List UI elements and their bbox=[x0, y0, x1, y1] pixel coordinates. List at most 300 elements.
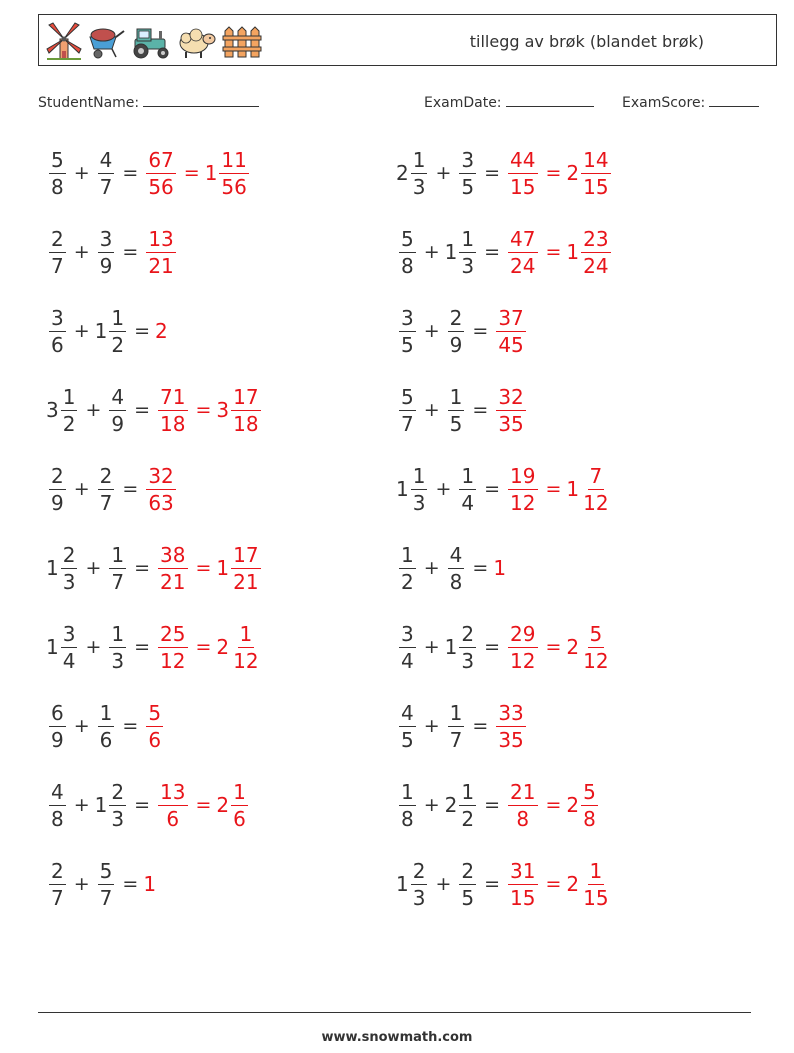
operand bbox=[46, 226, 69, 278]
answer bbox=[155, 542, 264, 594]
fraction bbox=[98, 463, 115, 515]
plus-sign: + bbox=[435, 162, 452, 184]
denominator: 8 bbox=[51, 806, 64, 831]
numerator: 1 bbox=[401, 779, 414, 804]
whole-number: 1 bbox=[444, 635, 458, 659]
operand bbox=[396, 226, 419, 278]
denominator: 12 bbox=[583, 648, 609, 673]
denominator: 5 bbox=[461, 174, 475, 199]
denominator: 8 bbox=[449, 569, 463, 594]
problem-3 bbox=[46, 303, 167, 359]
plus-sign: + bbox=[423, 241, 440, 263]
plus-sign: + bbox=[423, 399, 440, 421]
problem-1 bbox=[46, 145, 252, 201]
operand bbox=[94, 305, 129, 357]
numerator: 31 bbox=[510, 858, 536, 883]
fraction bbox=[581, 226, 610, 278]
whole-number: 1 bbox=[566, 477, 580, 501]
denominator: 63 bbox=[148, 490, 174, 515]
numerator: 3 bbox=[99, 226, 113, 251]
answer bbox=[505, 779, 601, 831]
answer-term bbox=[216, 621, 263, 673]
equals-sign: = bbox=[195, 399, 212, 421]
answer bbox=[505, 621, 614, 673]
fraction bbox=[146, 147, 175, 199]
problem-8 bbox=[46, 698, 166, 754]
denominator: 4 bbox=[461, 490, 475, 515]
whole-number: 1 bbox=[493, 556, 507, 580]
equals-sign: = bbox=[484, 478, 501, 500]
denominator: 2 bbox=[461, 806, 475, 831]
operand bbox=[396, 858, 430, 910]
operand bbox=[46, 621, 80, 673]
fraction bbox=[581, 621, 610, 673]
fraction bbox=[61, 542, 78, 594]
denominator: 5 bbox=[449, 411, 463, 436]
answer bbox=[493, 556, 505, 580]
numerator: 7 bbox=[589, 463, 603, 488]
numerator: 1 bbox=[62, 384, 76, 409]
exam-score-blank[interactable] bbox=[709, 92, 759, 107]
plus-sign: + bbox=[85, 636, 102, 658]
numerator: 5 bbox=[99, 858, 113, 883]
operand bbox=[456, 147, 479, 199]
answer bbox=[505, 147, 614, 199]
plus-sign: + bbox=[85, 557, 102, 579]
fraction bbox=[61, 621, 78, 673]
fraction bbox=[158, 779, 187, 831]
operand bbox=[95, 700, 118, 752]
denominator: 9 bbox=[111, 411, 125, 436]
exam-date-field[interactable] bbox=[424, 92, 594, 111]
fence-icon bbox=[221, 21, 263, 61]
answer bbox=[143, 463, 178, 515]
denominator: 5 bbox=[401, 727, 414, 752]
equals-sign: = bbox=[134, 557, 151, 579]
numerator: 5 bbox=[51, 147, 64, 172]
numerator: 32 bbox=[148, 463, 174, 488]
fraction bbox=[158, 384, 187, 436]
answer-term bbox=[216, 779, 250, 831]
answer-term bbox=[566, 463, 613, 515]
answer-term bbox=[493, 700, 528, 752]
answer-term bbox=[155, 384, 190, 436]
sheet-title: tillegg av brøk (blandet brøk) bbox=[469, 32, 704, 51]
fraction bbox=[448, 305, 465, 357]
numerator: 2 bbox=[99, 463, 113, 488]
denominator: 7 bbox=[401, 411, 414, 436]
denominator: 7 bbox=[51, 253, 64, 278]
numerator: 3 bbox=[401, 305, 414, 330]
numerator: 33 bbox=[498, 700, 524, 725]
plus-sign: + bbox=[423, 794, 440, 816]
answer bbox=[155, 621, 264, 673]
denominator: 8 bbox=[583, 806, 596, 831]
fraction bbox=[459, 226, 476, 278]
fraction bbox=[146, 226, 175, 278]
answer bbox=[505, 226, 614, 278]
plus-sign: + bbox=[423, 320, 440, 342]
problem-13 bbox=[396, 303, 529, 359]
problem-20 bbox=[396, 856, 614, 912]
whole-number: 2 bbox=[216, 635, 230, 659]
equals-sign: = bbox=[472, 399, 489, 421]
equals-sign: = bbox=[122, 715, 139, 737]
answer bbox=[493, 305, 528, 357]
whole-number: 1 bbox=[143, 872, 157, 896]
answer bbox=[143, 700, 166, 752]
answer-term bbox=[143, 872, 155, 896]
whole-number: 1 bbox=[46, 556, 59, 580]
whole-number: 1 bbox=[94, 319, 108, 343]
denominator: 2 bbox=[111, 332, 125, 357]
fraction bbox=[98, 858, 115, 910]
numerator: 1 bbox=[589, 858, 603, 883]
denominator: 12 bbox=[510, 490, 536, 515]
numerator: 5 bbox=[148, 700, 162, 725]
problem-17 bbox=[396, 619, 614, 675]
equals-sign: = bbox=[472, 715, 489, 737]
numerator: 19 bbox=[510, 463, 536, 488]
denominator: 24 bbox=[583, 253, 609, 278]
operand bbox=[396, 700, 419, 752]
denominator: 12 bbox=[583, 490, 609, 515]
fraction bbox=[399, 700, 416, 752]
fraction bbox=[49, 305, 66, 357]
numerator: 1 bbox=[99, 700, 113, 725]
numerator: 2 bbox=[111, 779, 125, 804]
numerator: 5 bbox=[401, 226, 414, 251]
denominator: 56 bbox=[148, 174, 174, 199]
numerator: 37 bbox=[498, 305, 524, 330]
numerator: 67 bbox=[148, 147, 174, 172]
denominator: 18 bbox=[160, 411, 186, 436]
fraction bbox=[98, 147, 115, 199]
whole-number: 1 bbox=[46, 635, 59, 659]
equals-sign: = bbox=[484, 162, 501, 184]
equals-sign: = bbox=[545, 794, 562, 816]
denominator: 9 bbox=[51, 490, 64, 515]
fraction bbox=[411, 147, 428, 199]
operand bbox=[396, 384, 419, 436]
denominator: 15 bbox=[583, 885, 609, 910]
problem-19 bbox=[396, 777, 601, 833]
fraction bbox=[49, 858, 66, 910]
answer-term bbox=[143, 147, 178, 199]
numerator: 29 bbox=[510, 621, 536, 646]
fraction bbox=[496, 700, 525, 752]
denominator: 3 bbox=[461, 648, 475, 673]
windmill-icon bbox=[45, 21, 83, 61]
denominator: 15 bbox=[510, 174, 536, 199]
plus-sign: + bbox=[73, 715, 90, 737]
answer bbox=[143, 226, 178, 278]
operand bbox=[445, 305, 468, 357]
answer-term bbox=[566, 621, 613, 673]
denominator: 8 bbox=[516, 806, 530, 831]
answer-term bbox=[493, 305, 528, 357]
header-box bbox=[38, 14, 777, 66]
answer-term bbox=[505, 147, 540, 199]
equals-sign: = bbox=[122, 162, 139, 184]
operand bbox=[445, 700, 468, 752]
operand bbox=[396, 621, 419, 673]
equals-sign: = bbox=[134, 320, 151, 342]
numerator: 2 bbox=[62, 542, 76, 567]
denominator: 56 bbox=[221, 174, 247, 199]
student-name-field[interactable] bbox=[38, 92, 259, 111]
numerator: 32 bbox=[498, 384, 524, 409]
equals-sign: = bbox=[122, 241, 139, 263]
operand bbox=[106, 384, 129, 436]
answer-term bbox=[216, 384, 263, 436]
numerator: 4 bbox=[111, 384, 125, 409]
answer-term bbox=[204, 147, 252, 199]
whole-number: 2 bbox=[566, 793, 580, 817]
numerator: 1 bbox=[412, 463, 426, 488]
fraction bbox=[49, 463, 66, 515]
whole-number: 1 bbox=[396, 477, 409, 501]
fraction bbox=[61, 384, 78, 436]
equals-sign: = bbox=[484, 241, 501, 263]
exam-score-label: ExamScore: bbox=[622, 95, 706, 111]
denominator: 8 bbox=[401, 806, 414, 831]
operand bbox=[46, 700, 69, 752]
whole-number: 1 bbox=[216, 556, 230, 580]
denominator: 4 bbox=[401, 648, 414, 673]
answer-term bbox=[566, 858, 613, 910]
fraction bbox=[448, 700, 465, 752]
sheep-icon bbox=[176, 21, 218, 61]
plus-sign: + bbox=[435, 873, 452, 895]
fraction bbox=[459, 779, 476, 831]
operand bbox=[95, 147, 118, 199]
operand bbox=[95, 226, 118, 278]
operand bbox=[46, 463, 69, 515]
operand bbox=[46, 779, 69, 831]
footer-url: www.snowmath.com bbox=[321, 1030, 473, 1045]
fraction bbox=[581, 858, 610, 910]
problem-6 bbox=[46, 540, 264, 596]
denominator: 3 bbox=[461, 253, 475, 278]
equals-sign: = bbox=[545, 636, 562, 658]
denominator: 9 bbox=[99, 253, 113, 278]
operand bbox=[46, 858, 69, 910]
numerator: 2 bbox=[51, 463, 64, 488]
problem-15 bbox=[396, 461, 614, 517]
problem-7 bbox=[46, 619, 264, 675]
problem-10 bbox=[46, 856, 155, 912]
fraction bbox=[231, 384, 260, 436]
fraction bbox=[158, 542, 187, 594]
denominator: 6 bbox=[233, 806, 246, 831]
fraction bbox=[399, 621, 416, 673]
numerator: 1 bbox=[111, 542, 125, 567]
numerator: 17 bbox=[233, 542, 259, 567]
operand bbox=[456, 858, 479, 910]
fraction bbox=[448, 542, 465, 594]
numerator: 1 bbox=[461, 779, 475, 804]
denominator: 12 bbox=[510, 648, 536, 673]
numerator: 2 bbox=[461, 858, 475, 883]
answer bbox=[155, 319, 167, 343]
operand bbox=[456, 463, 479, 515]
problem-18 bbox=[396, 698, 529, 754]
equals-sign: = bbox=[122, 478, 139, 500]
fraction bbox=[399, 305, 416, 357]
numerator: 2 bbox=[412, 858, 426, 883]
fraction bbox=[496, 305, 525, 357]
header-icons bbox=[45, 21, 263, 61]
operand bbox=[46, 147, 69, 199]
equals-sign: = bbox=[484, 636, 501, 658]
equals-sign: = bbox=[195, 794, 212, 816]
plus-sign: + bbox=[423, 557, 440, 579]
equals-sign: = bbox=[122, 873, 139, 895]
denominator: 35 bbox=[498, 411, 524, 436]
fraction bbox=[49, 147, 66, 199]
denominator: 4 bbox=[62, 648, 76, 673]
fraction bbox=[49, 226, 66, 278]
whole-number: 2 bbox=[444, 793, 458, 817]
fraction bbox=[109, 779, 126, 831]
equals-sign: = bbox=[134, 399, 151, 421]
fraction bbox=[109, 384, 126, 436]
problem-12 bbox=[396, 224, 614, 280]
whole-number: 1 bbox=[204, 161, 218, 185]
plus-sign: + bbox=[423, 715, 440, 737]
numerator: 11 bbox=[221, 147, 247, 172]
numerator: 1 bbox=[412, 147, 426, 172]
denominator: 21 bbox=[233, 569, 259, 594]
numerator: 1 bbox=[401, 542, 414, 567]
equals-sign: = bbox=[183, 162, 200, 184]
equals-sign: = bbox=[134, 794, 151, 816]
numerator: 3 bbox=[461, 147, 475, 172]
whole-number: 2 bbox=[396, 161, 409, 185]
denominator: 9 bbox=[51, 727, 64, 752]
numerator: 2 bbox=[449, 305, 463, 330]
numerator: 2 bbox=[461, 621, 475, 646]
fraction bbox=[459, 147, 476, 199]
denominator: 8 bbox=[401, 253, 414, 278]
denominator: 3 bbox=[412, 490, 426, 515]
problem-14 bbox=[396, 382, 529, 438]
fraction bbox=[146, 700, 163, 752]
whole-number: 3 bbox=[46, 398, 59, 422]
answer-term bbox=[566, 147, 613, 199]
equals-sign: = bbox=[545, 162, 562, 184]
numerator: 14 bbox=[583, 147, 609, 172]
numerator: 1 bbox=[461, 226, 475, 251]
denominator: 12 bbox=[233, 648, 259, 673]
plus-sign: + bbox=[85, 399, 102, 421]
plus-sign: + bbox=[73, 162, 90, 184]
numerator: 2 bbox=[51, 858, 64, 883]
fraction bbox=[231, 621, 260, 673]
plus-sign: + bbox=[73, 478, 90, 500]
problem-16 bbox=[396, 540, 505, 596]
denominator: 45 bbox=[498, 332, 524, 357]
whole-number: 1 bbox=[444, 240, 458, 264]
fraction bbox=[581, 147, 610, 199]
denominator: 18 bbox=[233, 411, 259, 436]
denominator: 7 bbox=[99, 885, 113, 910]
fraction bbox=[496, 384, 525, 436]
answer-term bbox=[155, 621, 190, 673]
whole-number: 1 bbox=[94, 793, 108, 817]
fraction bbox=[411, 463, 428, 515]
numerator: 1 bbox=[449, 700, 463, 725]
operand bbox=[95, 463, 118, 515]
operand bbox=[46, 305, 69, 357]
fraction bbox=[508, 147, 537, 199]
fraction bbox=[581, 779, 598, 831]
operand bbox=[106, 621, 129, 673]
equals-sign: = bbox=[545, 873, 562, 895]
numerator: 1 bbox=[111, 305, 125, 330]
denominator: 3 bbox=[111, 806, 125, 831]
answer bbox=[505, 463, 614, 515]
answer-term bbox=[566, 779, 600, 831]
fraction bbox=[98, 700, 115, 752]
footer-divider bbox=[38, 1012, 751, 1013]
fraction bbox=[459, 463, 476, 515]
fraction bbox=[49, 779, 66, 831]
fraction bbox=[508, 779, 537, 831]
numerator: 25 bbox=[160, 621, 186, 646]
numerator: 1 bbox=[461, 463, 475, 488]
numerator: 4 bbox=[401, 700, 414, 725]
exam-score-field[interactable] bbox=[622, 92, 759, 111]
equals-sign: = bbox=[484, 873, 501, 895]
exam-date-label: ExamDate: bbox=[424, 95, 502, 111]
equals-sign: = bbox=[484, 794, 501, 816]
whole-number: 2 bbox=[566, 161, 580, 185]
equals-sign: = bbox=[545, 241, 562, 263]
equals-sign: = bbox=[545, 478, 562, 500]
numerator: 71 bbox=[160, 384, 186, 409]
student-name-label: StudentName: bbox=[38, 95, 140, 111]
fraction bbox=[231, 542, 260, 594]
numerator: 1 bbox=[239, 621, 253, 646]
problem-4 bbox=[46, 382, 264, 438]
fraction bbox=[508, 463, 537, 515]
equals-sign: = bbox=[195, 636, 212, 658]
answer bbox=[493, 384, 528, 436]
whole-number: 1 bbox=[396, 872, 409, 896]
answer bbox=[505, 858, 614, 910]
student-name-blank[interactable] bbox=[143, 92, 259, 107]
denominator: 2 bbox=[401, 569, 414, 594]
fraction bbox=[399, 779, 416, 831]
answer-term bbox=[505, 858, 540, 910]
answer-term bbox=[566, 226, 613, 278]
operand bbox=[444, 226, 479, 278]
whole-number: 2 bbox=[566, 635, 580, 659]
answer-term bbox=[155, 319, 167, 343]
denominator: 7 bbox=[449, 727, 463, 752]
denominator: 3 bbox=[412, 174, 426, 199]
numerator: 6 bbox=[51, 700, 64, 725]
operand bbox=[396, 779, 419, 831]
fraction bbox=[448, 384, 465, 436]
plus-sign: + bbox=[73, 320, 90, 342]
exam-date-blank[interactable] bbox=[506, 92, 594, 107]
problem-11 bbox=[396, 145, 614, 201]
wheelbarrow-icon bbox=[86, 21, 126, 61]
denominator: 15 bbox=[510, 885, 536, 910]
